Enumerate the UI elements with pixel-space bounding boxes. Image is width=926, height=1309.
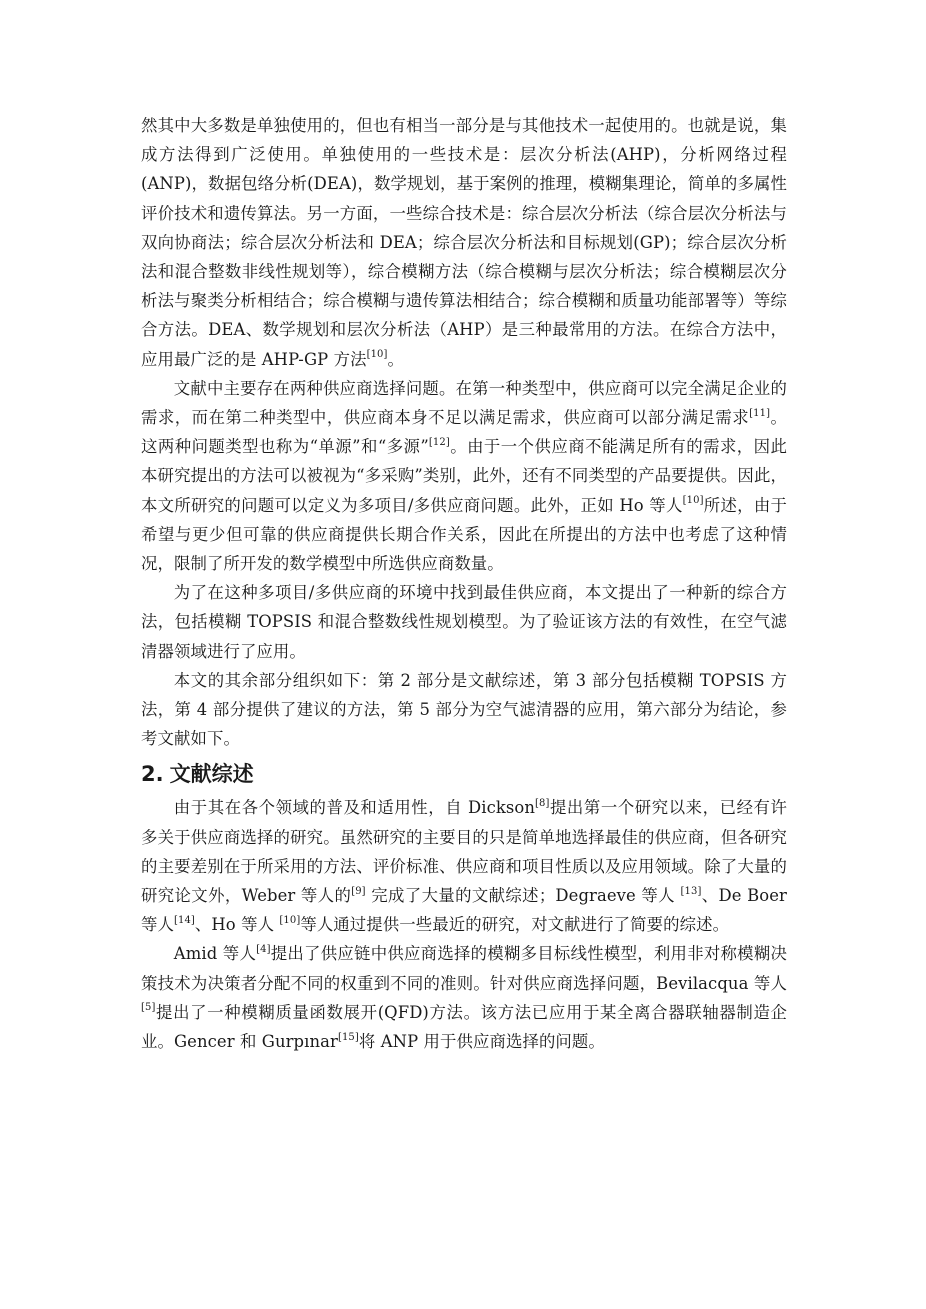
citation-ref: [13] <box>680 885 702 897</box>
text-run: Amid 等人 <box>173 944 257 964</box>
citation-ref: [11] <box>749 407 771 419</box>
text-run: 完成了大量的文献综述；Degraeve 等人 <box>365 886 681 906</box>
citation-ref: [10] <box>682 495 704 507</box>
citation-ref: [5] <box>141 1002 156 1014</box>
paragraph-s1 <box>141 793 787 939</box>
text-run: 为了在这种多项目/多供应商的环境中找到最佳供应商，本文提出了一种新的综合方法，包括模糊 TOPSIS 和混合整数线性规划模型。为了验证该方法的有效性，在空气滤清器领域进行了应用。 <box>141 583 787 661</box>
text-run: 。由于一个供应商不能满足所有的需求，因此本研究提出的方法可以被视为“多采购”类别，此外，还有不同类型的产品要提供。因此，本文所研究的问题可以定义为多项目/多供应商问题。此外，正如 Ho 等人 <box>141 437 788 515</box>
citation-ref: [14] <box>173 914 195 926</box>
text-run: 然其中大多数是单独使用的，但也有相当一部分是与其他技术一起使用的。也就是说，集成方法得到广泛使用。单独使用的一些技术是：层次分析法(AHP)，分析网络过程(ANP)，数据包络分析(DEA)，数学规划，基于案例的推理，模糊集理论，简单的多属性评价技术和遗传算法。另一方面，一些综合技术是：综合层次分析法（综合层次分析法与双向协商法；综合层次分析法和 DEA；综合层次分析法和目标规划(GP)；综合层次分析法和混合整数非线性规划等），综合模糊方法（综合模糊与层次分析法；综合模糊层次分析法与聚类分析相结合；综合模糊与遗传算法相结合；综合模糊和质量功能部署等）等综合方法。DEA、数学规划和层次分析法（AHP）是三种最常用的方法。在综合方法中，应用最广泛的是 AHP-GP 方法 <box>141 116 787 369</box>
intro-section <box>141 111 787 753</box>
text-run: 由于其在各个领域的普及和适用性，自 Dickson <box>173 798 536 818</box>
paragraph-s2 <box>141 939 787 1056</box>
text-run: 文献中主要存在两种供应商选择问题。在第一种类型中，供应商可以完全满足企业的需求，而在第二种类型中，供应商本身不足以满足需求，供应商可以部分满足需求 <box>141 378 787 428</box>
paragraph-p4 <box>141 666 787 754</box>
text-run: 将 ANP 用于供应商选择的问题。 <box>358 1032 605 1052</box>
literature-review-section <box>141 793 787 1056</box>
paragraph-p3 <box>141 578 787 666</box>
text-run: 提出第一个研究以来，已经有许多关于供应商选择的研究。虽然研究的主要目的只是简单地选择最佳的供应商，但各研究的主要差别在于所采用的方法、评价标准、供应商和项目性质以及应用领域。除了大量的研究论文外，Weber 等人的 <box>141 798 787 906</box>
section-heading <box>141 757 787 791</box>
citation-ref: [12] <box>428 436 450 448</box>
text-run: 。这两种问题类型也称为“单源”和“多源” <box>141 408 787 457</box>
text-run: 等人通过提供一些最近的研究，对文献进行了简要的综述。 <box>300 915 730 935</box>
paragraph-p2 <box>141 374 787 578</box>
paragraph-p1 <box>141 111 787 374</box>
citation-ref: [10] <box>279 914 301 926</box>
citation-ref: [9] <box>351 885 366 897</box>
section-number: 2. <box>141 762 164 787</box>
text-run: 、Ho 等人 <box>194 915 280 935</box>
section-title: 文献综述 <box>169 762 254 787</box>
text-run: 提出了一种模糊质量函数展开(QFD)方法。该方法已应用于某全离合器联轴器制造企业。Gencer 和 Gurpınar <box>141 1002 787 1052</box>
text-run: 。 <box>387 349 404 369</box>
text-run: 本文的其余部分组织如下：第 2 部分是文献综述，第 3 部分包括模糊 TOPSIS 方法，第 4 部分提供了建议的方法，第 5 部分为空气滤清器的应用，第六部分为结论，参考文献如下。 <box>141 670 787 749</box>
document-page <box>141 111 787 1056</box>
text-run: 所述，由于希望与更少但可靠的供应商提供长期合作关系，因此在所提出的方法中也考虑了这种情况，限制了所开发的数学模型中所选供应商数量。 <box>141 495 788 574</box>
citation-ref: [15] <box>337 1031 359 1043</box>
citation-ref: [10] <box>366 349 388 361</box>
citation-ref: [4] <box>256 944 271 956</box>
citation-ref: [8] <box>535 798 550 809</box>
text-run: 、De Boer 等人 <box>141 886 787 935</box>
text-run: 提出了供应链中供应商选择的模糊多目标线性模型，利用非对称模糊决策技术为决策者分配不同的权重到不同的准则。针对供应商选择问题，Bevilacqua 等人 <box>141 944 787 993</box>
